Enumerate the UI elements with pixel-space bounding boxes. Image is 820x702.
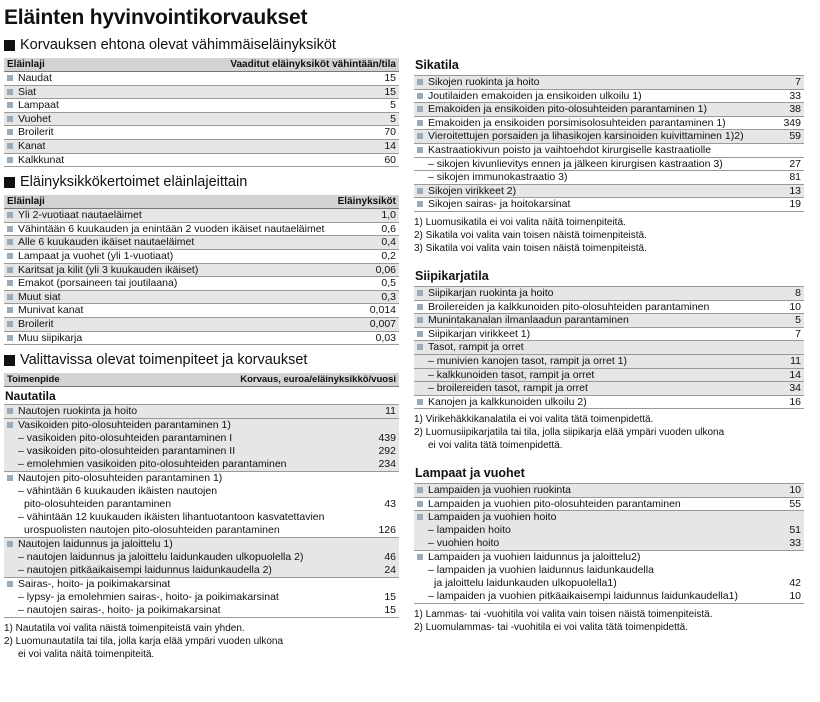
- bullet-icon: [7, 116, 13, 122]
- row-value: 11: [790, 354, 801, 367]
- table-row: Kastraatiokivun poisto ja vaihtoehdot kirurgiselle kastraatiolle: [414, 144, 804, 158]
- row-value: 0,06: [375, 263, 396, 276]
- bullet-icon: [7, 253, 13, 259]
- bullet-icon: [7, 267, 13, 273]
- sikatila-title: Sikatila: [415, 58, 459, 72]
- row-value: 5: [795, 314, 801, 327]
- row-value: 0,3: [381, 290, 396, 303]
- table-row: – vasikoiden pito-olosuhteiden parantaminen I 439: [4, 432, 399, 445]
- row-value: 14: [384, 139, 396, 152]
- bullet-icon: [417, 79, 423, 85]
- table-row: Emakoiden ja ensikoiden pito-olosuhteiden parantaminen 1) 38: [414, 103, 804, 117]
- table-row: Kanojen ja kalkkunoiden ulkoilu 2) 16: [414, 396, 804, 410]
- table-row: Siat 15: [4, 86, 399, 100]
- row-value: 5: [390, 99, 396, 112]
- table-row: – vähintään 6 kuukauden ikäisten nautojen: [18, 484, 218, 497]
- row-value: 0,03: [375, 331, 396, 344]
- table-row: Lampaiden ja vuohien pito-olosuhteiden parantaminen 55: [414, 498, 804, 512]
- table-row: Sikojen sairas- ja hoitokarsinat 19: [414, 198, 804, 212]
- square-bullet-icon: [4, 355, 15, 366]
- bullet-icon: [7, 143, 13, 149]
- coefficients-table-header: Eläinlaji Eläinyksiköt: [4, 195, 399, 209]
- bullet-icon: [417, 399, 423, 405]
- table-row: pito-olosuhteiden parantaminen 43: [24, 497, 396, 510]
- table-row: – emolehmien vasikoiden pito-olosuhteiden parantaminen 234: [4, 458, 399, 471]
- bullet-icon: [417, 147, 423, 153]
- bullet-icon: [417, 344, 423, 350]
- table-row: Joutilaiden emakoiden ja ensikoiden ulkoilu 1) 33: [414, 90, 804, 104]
- row-value: 59: [789, 130, 801, 143]
- row-value: 7: [795, 327, 801, 340]
- row-value: 0,014: [369, 304, 396, 317]
- bullet-icon: [7, 239, 13, 245]
- nautatila-notes: 1) Nautatila voi valita näistä toimenpiteistä vain yhden. 2) Luomunautatila tai tila, jolla karja elää ympäri vuoden ulkona ei voi valita näitä toimenpiteitä.: [4, 622, 284, 660]
- bullet-icon: [417, 106, 423, 112]
- table-row: Vasikoiden pito-olosuhteiden parantaminen 1): [4, 419, 399, 432]
- table-row: Vieroitettujen porsaiden ja lihasikojen karsinoiden kuivittaminen 1)2) 59: [414, 130, 804, 144]
- table-row: Kanat 14: [4, 140, 399, 154]
- bullet-icon: [7, 157, 13, 163]
- table-row: Lampaiden ja vuohien laidunnus ja jaloittelu2): [414, 551, 804, 564]
- table-row: urospuolisten nautojen pito-olosuhteiden parantaminen 126: [24, 523, 396, 536]
- bullet-icon: [417, 93, 423, 99]
- bullet-icon: [417, 120, 423, 126]
- laidunnus-group: [4, 538, 399, 578]
- bullet-icon: [7, 75, 13, 81]
- lampaat-hoito-group: [414, 511, 804, 551]
- bullet-icon: [417, 514, 423, 520]
- bullet-icon: [7, 280, 13, 286]
- table-row: Sikojen ruokinta ja hoito 7: [414, 76, 804, 90]
- row-value: 14: [789, 368, 801, 381]
- table-row: – lypsy- ja emolehmien sairas-, hoito- ja poikimakarsinat 15: [18, 590, 396, 603]
- table-row: Siipikarjan virikkeet 1) 7: [414, 328, 804, 342]
- siipikarjatila-table: [414, 287, 804, 409]
- table-row: – sikojen immunokastraatio 3) 81: [414, 171, 804, 185]
- vasikat-group: [4, 419, 399, 472]
- table-row: – nautojen pitkäaikaisempi laidunnus laidunkaudella 2) 24: [4, 564, 399, 577]
- row-value: 15: [384, 72, 396, 84]
- measures-heading: Valittavissa olevat toimenpiteet ja korvaukset: [4, 351, 399, 370]
- row-value: 0,5: [381, 277, 396, 290]
- table-row: Nautojen ruokinta ja hoito 11: [4, 405, 399, 419]
- row-value: 27: [789, 157, 801, 170]
- bullet-icon: [7, 212, 13, 218]
- row-value: 15: [384, 85, 396, 98]
- table-row: – broilereiden tasot, rampit ja orret 34: [414, 382, 804, 396]
- table-row: ja jaloittelu laidunkauden ulkopuolella1) 42: [434, 577, 801, 590]
- table-row: Nautojen laidunnus ja jaloittelu 1): [4, 538, 399, 551]
- row-value: 16: [789, 395, 801, 408]
- bullet-icon: [7, 102, 13, 108]
- bullet-icon: [7, 89, 13, 95]
- table-row: Naudat 15: [4, 72, 399, 86]
- table-row: Emakoiden ja ensikoiden porsimisolosuhteiden parantaminen 1) 349: [414, 117, 804, 131]
- bullet-icon: [417, 188, 423, 194]
- bullet-icon: [417, 133, 423, 139]
- coefficients-table: [4, 209, 399, 345]
- right-column: [414, 58, 804, 634]
- table-row: Broilereiden ja kalkkunoiden pito-olosuhteiden parantaminen 10: [414, 301, 804, 315]
- square-bullet-icon: [4, 177, 15, 188]
- table-row: – sikojen kivunlievitys ennen ja jälkeen kirurgisen kastraation 3) 27: [414, 158, 804, 172]
- bullet-icon: [7, 408, 13, 414]
- bullet-icon: [7, 335, 13, 341]
- row-value: 8: [795, 286, 801, 299]
- page-title: Eläinten hyvinvointikorvaukset: [4, 6, 308, 29]
- bullet-icon: [417, 554, 423, 560]
- row-value: 34: [789, 382, 801, 395]
- row-value: 0,6: [381, 222, 396, 235]
- table-row: – nautojen laidunnus ja jaloittelu laidunkauden ulkopuolella 2) 46: [4, 551, 399, 564]
- row-value: 33: [789, 89, 801, 102]
- nautatila-title: Nautatila: [5, 389, 56, 404]
- siipikarjatila-notes: 1) Virikehäkkikanalatila ei voi valita tätä toimenpidettä. 2) Luomusiipikarjatila tai tila, jolla siipikarja elää ympäri vuoden ulkona ei voi valita tätä toimenpidettä.: [414, 414, 725, 452]
- table-row: – munivien kanojen tasot, rampit ja orret 1) 11: [414, 355, 804, 369]
- table-row: Muut siat 0,3: [4, 291, 399, 305]
- table-row: Emakot (porsaineen tai joutilaana) 0,5: [4, 277, 399, 291]
- row-value: 0,4: [381, 236, 396, 249]
- table-row: Lampaiden ja vuohien ruokinta 10: [414, 484, 804, 498]
- bullet-icon: [417, 501, 423, 507]
- table-row: – lampaiden hoito 51: [414, 524, 804, 537]
- bullet-icon: [7, 294, 13, 300]
- table-row: Sikojen virikkeet 2) 13: [414, 185, 804, 199]
- table-row: Munintakanalan ilmanlaadun parantaminen 5: [414, 314, 804, 328]
- table-row: Lampaiden ja vuohien hoito: [414, 511, 804, 524]
- bullet-icon: [7, 581, 13, 587]
- bullet-icon: [7, 321, 13, 327]
- row-value: 0,2: [381, 249, 396, 262]
- bullet-icon: [417, 487, 423, 493]
- bullet-icon: [417, 304, 423, 310]
- table-row: – vasikoiden pito-olosuhteiden parantaminen II 292: [4, 445, 399, 458]
- row-value: 5: [390, 112, 396, 125]
- coefficients-heading: Eläinyksikkökertoimet eläinlajeittain: [4, 173, 399, 192]
- bullet-icon: [7, 129, 13, 135]
- nautojen-pito-group: [4, 472, 399, 538]
- row-value: 70: [384, 126, 396, 139]
- bullet-icon: [417, 331, 423, 337]
- table-row: – lampaiden ja vuohien laidunnus laidunkaudella: [428, 564, 654, 577]
- lampaat-notes: 1) Lammas- tai -vuohitila voi valita vain toisen näistä toimenpiteistä. 2) Luomulammas- tai -vuohitila ei voi valita tätä toimenpidettä.: [414, 609, 713, 634]
- row-value: 60: [384, 153, 396, 166]
- bullet-icon: [7, 226, 13, 232]
- row-value: 13: [789, 184, 801, 197]
- min-units-table: [4, 72, 399, 167]
- row-value: 81: [789, 171, 801, 184]
- table-row: Siipikarjan ruokinta ja hoito 8: [414, 287, 804, 301]
- table-row: – vähintään 12 kuukauden ikäisten lihantuotantoon kasvatettavien: [18, 510, 325, 523]
- table-row: Broilerit 0,007: [4, 318, 399, 332]
- bullet-icon: [417, 317, 423, 323]
- table-row: – kalkkunoiden tasot, rampit ja orret 14: [414, 369, 804, 383]
- table-row: Alle 6 kuukauden ikäiset nautaeläimet 0,4: [4, 236, 399, 250]
- sikatila-notes: 1) Luomusikatila ei voi valita näitä toimenpiteitä. 2) Sikatila voi valita vain toisen näistä toimenpiteistä. 3) Sikatila voi valita vain toisen näistä toimenpiteistä.: [414, 216, 647, 254]
- bullet-icon: [7, 541, 13, 547]
- min-units-table-header: Eläinlaji Vaaditut eläinyksiköt vähintään/tila: [4, 58, 399, 72]
- lampaat-laidunnus-group: [414, 551, 804, 604]
- table-row: – nautojen sairas-, hoito- ja poikimakarsinat 15: [18, 603, 396, 616]
- row-value: 349: [783, 116, 801, 129]
- bullet-icon: [7, 422, 13, 428]
- bullet-icon: [417, 290, 423, 296]
- table-row: Broilerit 70: [4, 126, 399, 140]
- min-units-heading: Korvauksen ehtona olevat vähimmäiseläinyksiköt: [4, 36, 399, 55]
- table-row: Yli 2-vuotiaat nautaeläimet 1,0: [4, 209, 399, 223]
- lampaat-title: Lampaat ja vuohet: [415, 466, 525, 481]
- table-row: – vuohien hoito 33: [414, 537, 804, 550]
- row-value: 7: [795, 76, 801, 88]
- row-value: 10: [789, 300, 801, 313]
- row-value: 19: [789, 198, 801, 211]
- table-row: Karitsat ja kilit (yli 3 kuukauden ikäiset) 0,06: [4, 264, 399, 278]
- row-value: 0,007: [369, 317, 396, 330]
- row-value: 1,0: [381, 209, 396, 222]
- table-row: Nautojen pito-olosuhteiden parantaminen 1): [4, 472, 399, 485]
- table-row: – lampaiden ja vuohien pitkäaikaisempi laidunnus laidunkaudella1) 10: [428, 590, 801, 603]
- measures-table-header: Toimenpide Korvaus, euroa/eläinyksikkö/vuosi: [4, 373, 399, 387]
- bullet-icon: [7, 475, 13, 481]
- table-row: Lampaat 5: [4, 99, 399, 113]
- bullet-icon: [7, 307, 13, 313]
- sikatila-table: [414, 76, 804, 212]
- table-row: Vähintään 6 kuukauden ja enintään 2 vuoden ikäiset nautaeläimet 0,6: [4, 223, 399, 237]
- left-column: [4, 36, 399, 661]
- siipikarjatila-title: Siipikarjatila: [415, 268, 489, 283]
- row-value: 38: [789, 103, 801, 116]
- table-row: Munivat kanat 0,014: [4, 304, 399, 318]
- table-row: Vuohet 5: [4, 113, 399, 127]
- karsinat-group: [4, 578, 399, 618]
- bullet-icon: [417, 201, 423, 207]
- table-row: Muu siipikarja 0,03: [4, 332, 399, 346]
- table-row: Lampaat ja vuohet (yli 1-vuotiaat) 0,2: [4, 250, 399, 264]
- table-row: Sairas-, hoito- ja poikimakarsinat: [4, 578, 399, 591]
- table-row: Kalkkunat 60: [4, 154, 399, 168]
- square-bullet-icon: [4, 40, 15, 51]
- table-row: Tasot, rampit ja orret: [414, 341, 804, 355]
